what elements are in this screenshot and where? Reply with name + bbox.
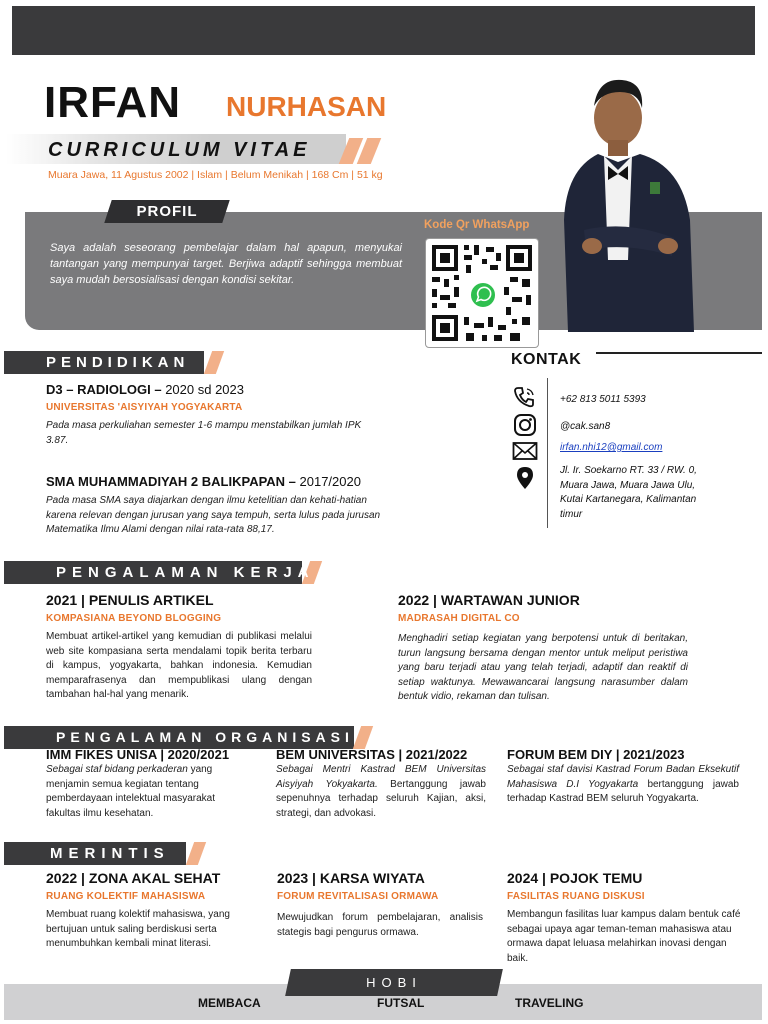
venture-organization: RUANG KOLEKTIF MAHASISWA: [46, 891, 206, 902]
organization-title: FORUM BEM DIY | 2021/2023: [507, 747, 685, 762]
personal-info: Muara Jawa, 11 Agustus 2002 | Islam | Belum Menikah | 168 Cm | 51 kg: [48, 169, 383, 181]
profile-photo: [558, 70, 708, 332]
pengalaman-kerja-heading: PENGALAMAN KERJA: [56, 564, 315, 581]
venture-title: 2023 | KARSA WIYATA: [277, 870, 425, 886]
hobby-item: FUTSAL: [377, 996, 425, 1010]
email-link[interactable]: irfan.nhi12@gmail.com: [560, 442, 663, 453]
organization-description: Sebagai staf bidang perkaderan yang menjamin semua kegiatan tentang pemberdayaan intelektual masyarakat fakultas ilmu kesehatan.: [46, 764, 215, 819]
mail-icon: [512, 441, 538, 466]
hobi-heading: HOBI: [366, 975, 422, 990]
pengalaman-organisasi-heading: PENGALAMAN ORGANISASI: [56, 729, 354, 745]
education-description: Pada masa perkuliahan semester 1-6 mampu menstabilkan jumlah IPK 3.87.: [46, 420, 362, 446]
organization-description: Sebagai Mentri Kastrad BEM Universitas Aisyiyah Yokyakarta. Bertanggung jawab sepenuhnya terhadap seluruh Kajian, aksi, strategi, dan advokasi.: [276, 764, 486, 819]
address: Jl. Ir. Soekarno RT. 33 / RW. 0, Muara Jawa, Muara Jawa Ulu, Kutai Kartanegara, Kalimantan timur: [560, 465, 697, 520]
qr-label: Kode Qr WhatsApp: [424, 219, 530, 231]
person-photo-icon: [558, 70, 708, 332]
kontak-divider: [596, 352, 762, 354]
job-organization: KOMPASIANA BEYOND BLOGGING: [46, 613, 222, 624]
job-title: 2022 | WARTAWAN JUNIOR: [398, 592, 580, 608]
profil-label: PROFIL: [136, 203, 198, 220]
job-organization: MADRASAH DIGITAL CO: [398, 613, 520, 624]
whatsapp-qr-code: [425, 238, 539, 348]
phone-icon: [513, 386, 537, 413]
location-pin-icon: [516, 466, 534, 495]
venture-organization: FASILITAS RUANG DISKUSI: [507, 891, 645, 902]
organization-title: IMM FIKES UNISA | 2020/2021: [46, 747, 230, 762]
cv-title: CURRICULUM VITAE: [48, 139, 311, 161]
venture-description: Membuat ruang kolektif mahasiswa, yang bertujuan untuk saling berdiskusi serta menumbuhkan kembali minat literasi.: [46, 909, 230, 949]
phone-number: +62 813 5011 5393: [560, 394, 646, 405]
qr-code-icon: [426, 239, 538, 347]
venture-organization: FORUM REVITALISASI ORMAWA: [277, 891, 439, 902]
hobby-item: MEMBACA: [198, 996, 261, 1010]
job-title: 2021 | PENULIS ARTIKEL: [46, 592, 214, 608]
header-bar: [12, 6, 755, 55]
venture-description: Mewujudkan forum pembelajaran, analisis stategis bagi pengurus ormawa.: [277, 912, 483, 938]
education-title: SMA MUHAMMADIYAH 2 BALIKPAPAN – 2017/2020: [46, 474, 361, 489]
venture-title: 2022 | ZONA AKAL SEHAT: [46, 870, 221, 886]
venture-title: 2024 | POJOK TEMU: [507, 870, 643, 886]
education-institution: UNIVERSITAS 'AISYIYAH YOGYAKARTA: [46, 402, 243, 413]
education-description: Pada masa SMA saya diajarkan dengan ilmu ketelitian dan kehati-hatian karena relevan dengan jurusan yang saya tempuh, serta lulus pada jurusan Matematika Ilmu Alami dengan nilai rata-rata 88,17.: [46, 495, 381, 535]
organization-description: Sebagai staf davisi Kastrad Forum Badan Eksekutif Mahasiswa D.I Yogyakarta bertanggung jawab terhadap Kastrad BEM seluruh Yogyakarta.: [507, 764, 739, 804]
job-description: Membuat artikel-artikel yang kemudian di publikasi melalui web site kompasiana serta mendalami topik berita terbaru di kampus, yogyakarta, bahkan indonesia. Kemudian memparafrasenya dan mempublikasi ulang dengan tambahan hal-hal yang menarik.: [46, 631, 312, 700]
venture-description: Membangun fasilitas luar kampus dalam bentuk café sebagai upaya agar teman-teman mahasiswa atau ormawa dapat leluasa melahirkan inovasi dengan baik.: [507, 909, 741, 964]
kontak-vertical-divider: [547, 378, 548, 528]
accent-stripe: [353, 726, 373, 749]
instagram-icon: [513, 413, 537, 442]
accent-stripe: [186, 842, 206, 865]
profil-text: Saya adalah seseorang pembelajar dalam hal apapun, menyukai tantangan yang mempunyai target. Berjiwa adaptif sehingga membuat saya mudah bersosialisasi dengan kondisi sekitar.: [50, 242, 402, 286]
organization-title: BEM UNIVERSITAS | 2021/2022: [276, 747, 468, 762]
hobby-item: TRAVELING: [515, 996, 584, 1010]
last-name: NURHASAN: [226, 91, 387, 122]
kontak-heading: KONTAK: [511, 351, 582, 368]
merintis-heading: MERINTIS: [50, 845, 170, 862]
first-name: IRFAN: [44, 78, 181, 127]
instagram-handle: @cak.san8: [560, 421, 611, 432]
education-title: D3 – RADIOLOGI – 2020 sd 2023: [46, 382, 244, 397]
job-description: Menghadiri setiap kegiatan yang berpotensi untuk di beritakan, turun langsung bersama dengan mentor untuk meliput peristiwa yang baru terjadi atau yang telah terjadi, adaptif dan reaktif di setiap waktunya. Mewawancarai langsung narasumber dalam bentuk vidio, rekaman dan tulisan.: [398, 633, 688, 702]
accent-stripe: [204, 351, 224, 374]
pendidikan-heading: PENDIDIKAN: [46, 354, 190, 371]
